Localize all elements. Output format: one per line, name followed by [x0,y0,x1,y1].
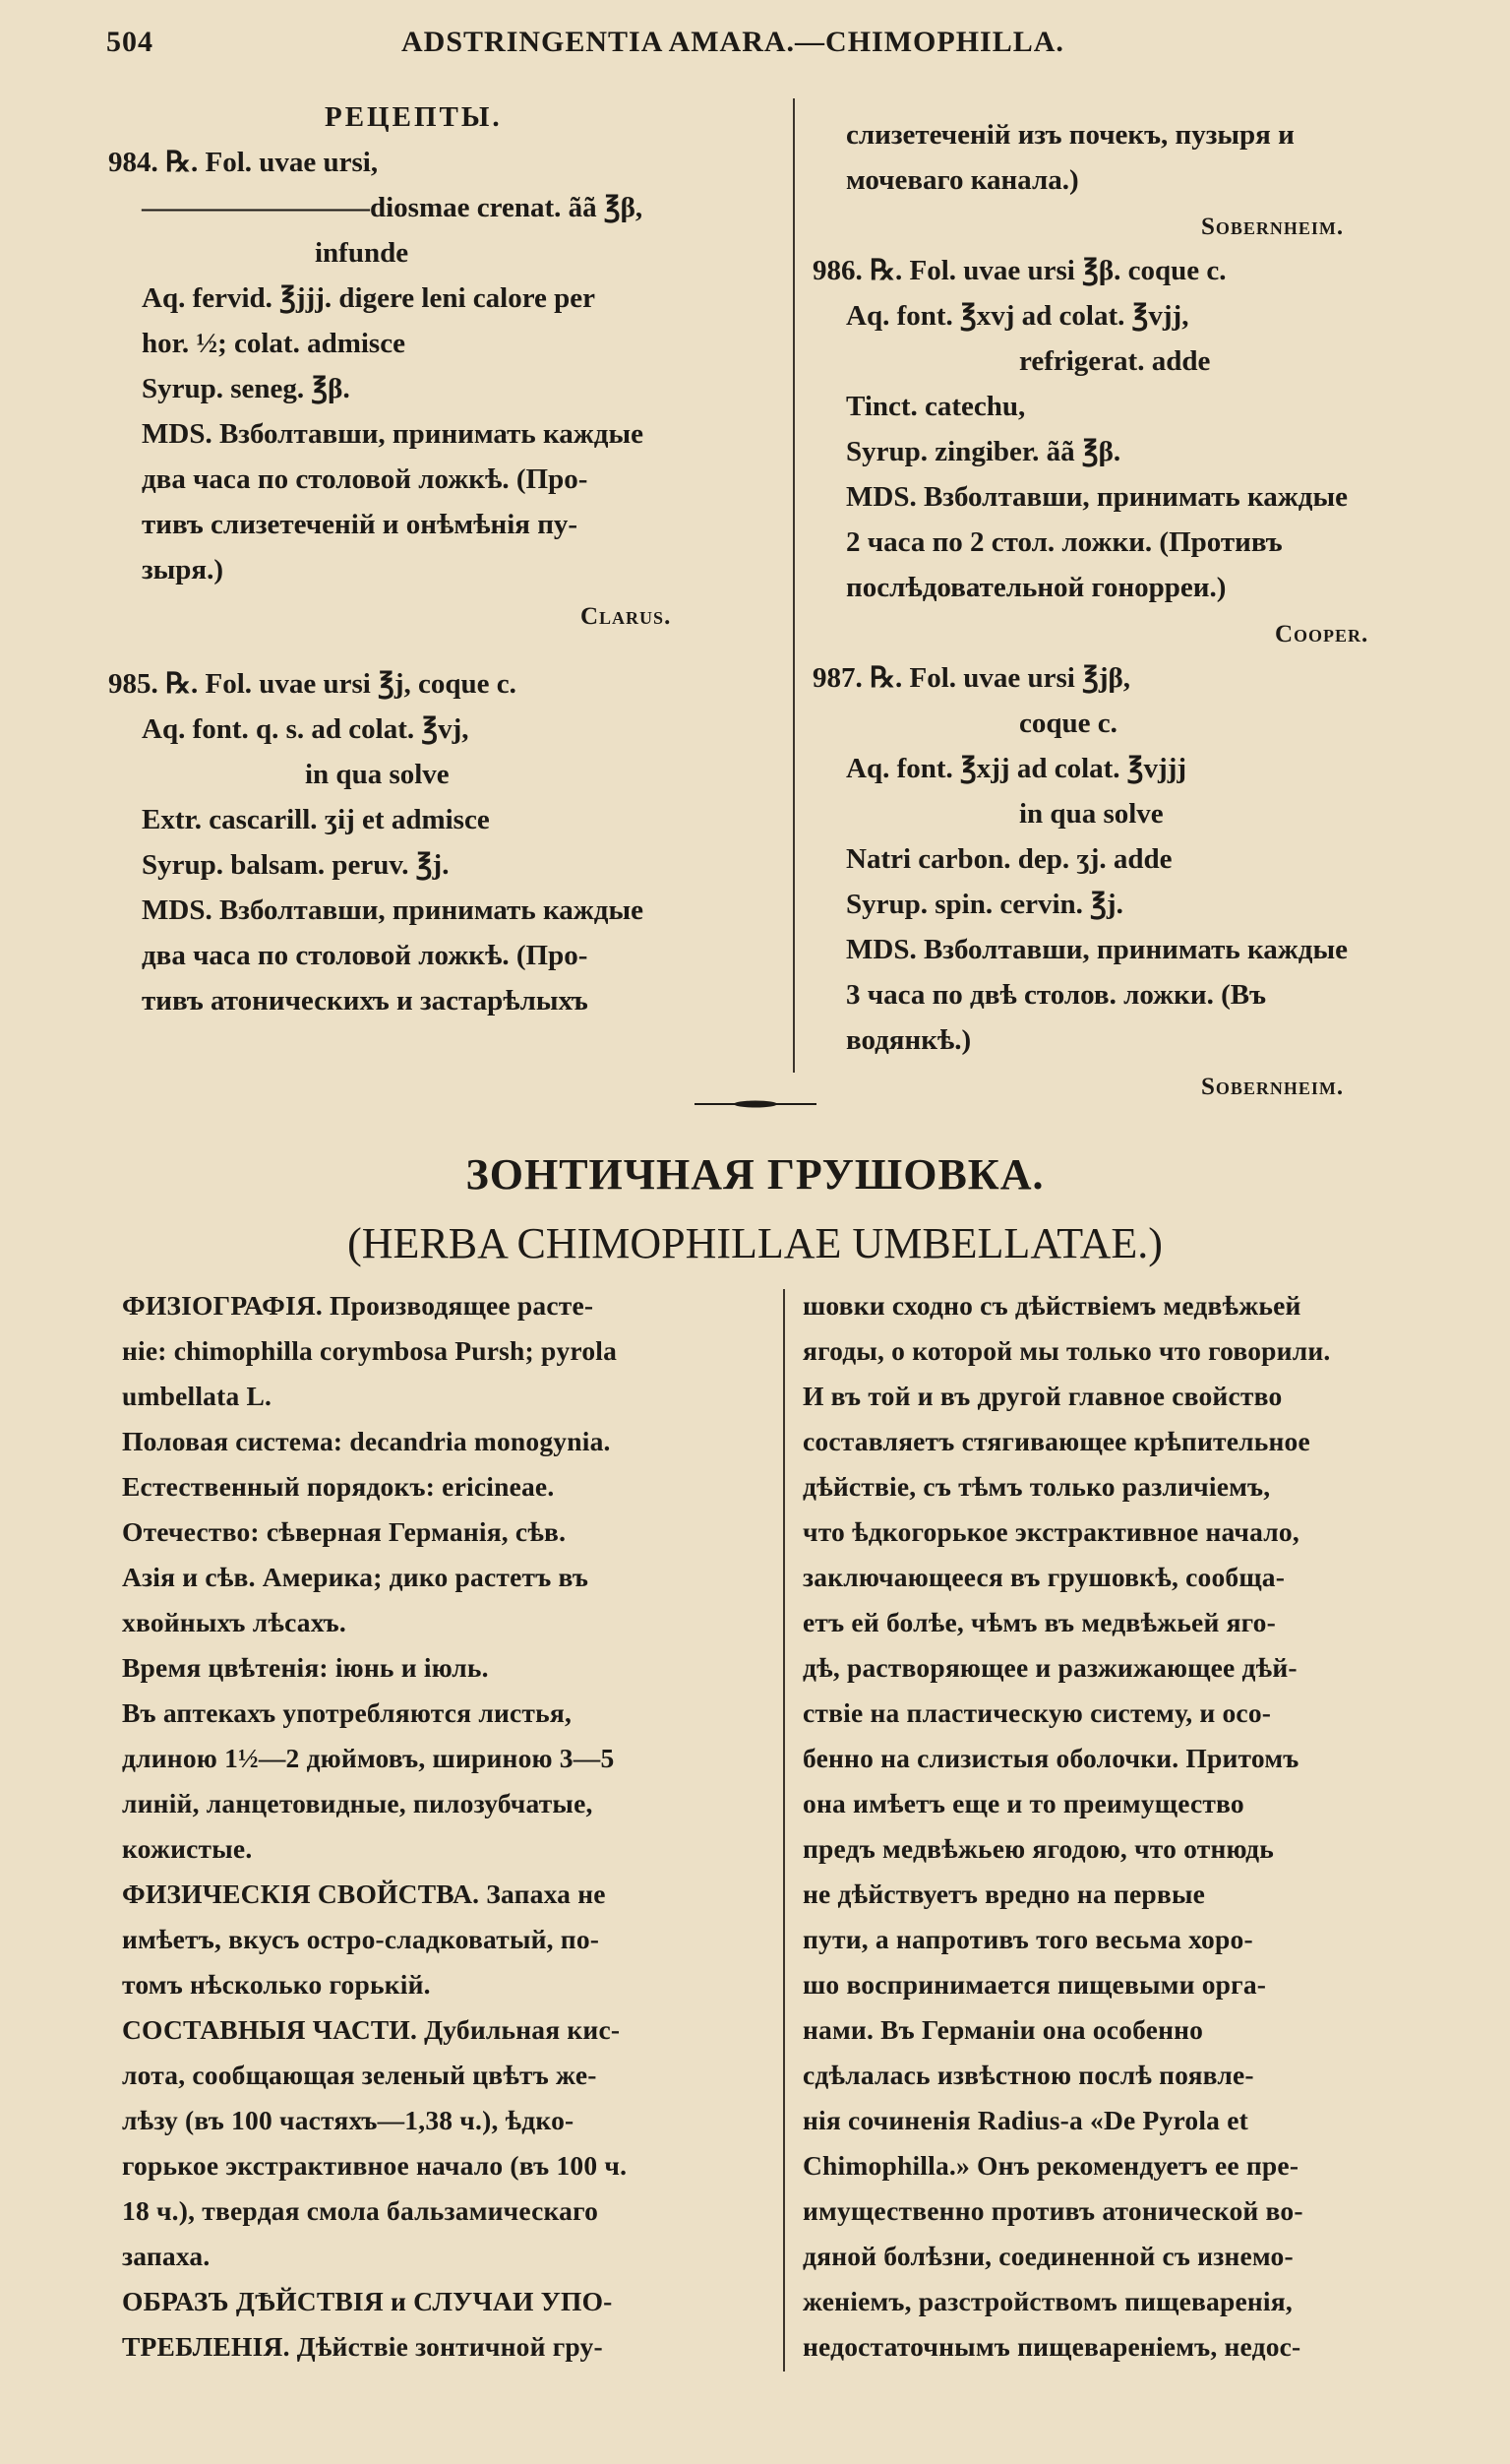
recipe-line: тивъ атоническихъ и застарѣлыхъ [142,985,588,1016]
recipes-left-column [108,94,787,1023]
text-line: ніе: chimophilla corymbosa Pursh; pyrola [122,1335,618,1366]
text-line: етъ ей болѣе, чѣмъ въ медвѣжьей яго- [803,1607,1276,1637]
recipe-line: зыря.) [142,554,224,585]
text-line: umbellata L. [122,1381,272,1411]
recipe-line: слизетеченій изъ почекъ, пузыря и [846,119,1295,151]
text-line: горькое экстрактивное начало (въ 100 ч. [122,2150,628,2181]
recipe-line: 984. ℞. Fol. uvae ursi, [108,147,379,178]
recipe-line: Aq. font. q. s. ad colat. ℥vj, [142,713,469,745]
section-separator-ornament [695,1100,816,1108]
recipe-line: 986. ℞. Fol. uvae ursi ℥β. coque c. [813,255,1227,286]
recipe-line: Extr. cascarill. ʒij et admisce [142,804,490,835]
recipe-line: два часа по столовой ложкѣ. (Про- [142,940,588,971]
text-line: пути, а напротивъ того весьма хоро- [803,1924,1253,1954]
text-line: Половая система: decandria monogynia. [122,1426,611,1456]
text-line: СОСТАВНЫЯ ЧАСТИ. Дубильная кис- [122,2014,621,2045]
recipe-line: coque c. [1019,708,1117,739]
recipe-line: MDS. Взболтавши, принимать каждые [846,934,1348,965]
recipe-line: 2 часа по 2 стол. ложки. (Противъ [846,526,1283,558]
text-line: шо воспринимается пищевыми орга- [803,1969,1267,2000]
recipes-heading: РЕЦЕПТЫ. [325,101,503,133]
text-line: Время цвѣтенія: іюнь и іюль. [122,1652,489,1683]
text-line: шовки сходно съ дѣйствіемъ медвѣжьей [803,1290,1301,1321]
text-line: длиною 1½—2 дюймовъ, шириною 3—5 [122,1743,615,1773]
recipe-line: in qua solve [1019,798,1164,830]
text-line: сдѣлалась извѣстною послѣ появле- [803,2060,1254,2090]
text-line: составляетъ стягивающее крѣпительное [803,1426,1310,1456]
recipe-line: тивъ слизетеченій и онѣмѣнія пу- [142,509,578,540]
text-line: дѣ, растворяющее и разжижающее дѣй- [803,1652,1298,1683]
recipe-signature: Clarus. [580,603,672,630]
text-line: ФИЗІОГРАФІЯ. Производящее расте- [122,1290,594,1321]
text-line: женіемъ, разстройствомъ пищеваренія, [803,2286,1293,2316]
text-line: недостаточнымъ пищевареніемъ, недос- [803,2331,1301,2362]
recipe-line: Aq. font. ℥xvj ad colat. ℥vjj, [846,300,1189,332]
text-line: имущественно противъ атонической во- [803,2195,1303,2226]
recipe-line: Natri carbon. dep. ʒj. adde [846,843,1173,875]
recipe-line: 3 часа по двѣ столов. ложки. (Въ [846,979,1266,1011]
text-line: Отечество: сѣверная Германія, сѣв. [122,1516,567,1547]
recipe-line: MDS. Взболтавши, принимать каждые [142,894,643,926]
text-line: дѣйствіе, съ тѣмъ только различіемъ, [803,1471,1271,1502]
recipe-line: Syrup. zingiber. ãã ℥β. [846,436,1121,467]
recipe-line: ————————diosmae crenat. ãã ℥β, [142,192,643,223]
text-line: Азія и сѣв. Америка; дико растетъ въ [122,1562,589,1592]
text-line: ОБРАЗЪ ДѢЙСТВІЯ и СЛУЧАИ УПО- [122,2286,613,2316]
recipe-line: мочеваго канала.) [846,164,1079,196]
text-line: она имѣетъ еще и то преимущество [803,1788,1244,1818]
recipe-line: Syrup. spin. cervin. ℥j. [846,889,1123,920]
recipe-line: 987. ℞. Fol. uvae ursi ℥jβ, [813,662,1131,694]
recipes-right-column [813,112,1481,1108]
recipe-line: Syrup. balsam. peruv. ℥j. [142,849,450,881]
text-line: линій, ланцетовидные, пилозубчатые, [122,1788,593,1818]
text-line: ягоды, о которой мы только что говорили. [803,1335,1331,1366]
column-divider-lower [783,1289,785,2372]
text-line: ФИЗИЧЕСКІЯ СВОЙСТВА. Запаха не [122,1879,606,1909]
text-line: бенно на слизистыя оболочки. Притомъ [803,1743,1299,1773]
recipe-signature: Cooper. [1275,621,1369,647]
article-right-column [803,1283,1481,2370]
text-line: дяной болѣзни, соединенной съ изнемо- [803,2241,1294,2271]
column-divider-upper [793,98,795,1073]
recipe-line: Syrup. seneg. ℥β. [142,373,350,404]
text-line: нія сочиненія Radius-а «De Pyrola et [803,2105,1248,2135]
recipe-line: послѣдовательной гонорреи.) [846,572,1227,603]
section-subtitle: (HERBA CHIMOPHILLAE UMBELLATAE.) [347,1219,1163,1267]
article-left-column [122,1283,781,2370]
recipe-line: MDS. Взболтавши, принимать каждые [142,418,643,450]
recipe-line: Aq. font. ℥xjj ad colat. ℥vjjj [846,753,1187,784]
text-line: Въ аптекахъ употребляются листья, [122,1697,573,1728]
recipe-line: два часа по столовой ложкѣ. (Про- [142,463,588,495]
running-header [106,26,1188,75]
recipe-line: hor. ½; colat. admisce [142,328,405,359]
section-title: ЗОНТИЧНАЯ ГРУШОВКА. [465,1150,1045,1199]
recipe-line: Aq. fervid. ℥jjj. digere leni calore per [142,282,596,314]
recipe-signature: Sobernheim. [1201,214,1345,240]
text-line: что ѣдкогорькое экстрактивное начало, [803,1516,1299,1547]
recipe-line: infunde [315,237,409,269]
recipe-line: refrigerat. adde [1019,345,1211,377]
text-line: предъ медвѣжьею ягодою, что отнюдь [803,1833,1274,1864]
text-line: лота, сообщающая зеленый цвѣтъ же- [122,2060,597,2090]
text-line: запаха. [122,2241,211,2271]
recipe-line: MDS. Взболтавши, принимать каждые [846,481,1348,513]
recipe-line: водянкѣ.) [846,1024,972,1056]
text-line: имѣетъ, вкусъ остро-сладковатый, по- [122,1924,600,1954]
recipe-line: 985. ℞. Fol. uvae ursi ℥j, coque c. [108,668,516,700]
text-line: ствіе на пластическую систему, и осо- [803,1697,1272,1728]
text-line: 18 ч.), твердая смола бальзамическаго [122,2195,599,2226]
text-line: ТРЕБЛЕНІЯ. Дѣйствіе зонтичной гру- [122,2331,603,2362]
text-line: Естественный порядокъ: ericineae. [122,1471,555,1502]
text-line: кожистые. [122,1833,253,1864]
recipe-line: in qua solve [305,759,450,790]
recipe-signature: Sobernheim. [1201,1074,1345,1100]
recipe-line: Tinct. catechu, [846,391,1026,422]
text-line: заключающееся въ грушовкѣ, сообща- [803,1562,1286,1592]
text-line: Chimophilla.» Онъ рекомендуетъ ее пре- [803,2150,1299,2181]
page-number: 504 [106,26,153,58]
text-line: нами. Въ Германіи она особенно [803,2014,1204,2045]
text-line: томъ нѣсколько горькій. [122,1969,431,2000]
text-line: И въ той и въ другой главное свойство [803,1381,1283,1411]
text-line: лѣзу (въ 100 частяхъ—1,38 ч.), ѣдко- [122,2105,574,2135]
text-line: не дѣйствуетъ вредно на первые [803,1879,1206,1909]
running-title: ADSTRINGENTIA AMARA.—CHIMOPHILLA. [401,26,1064,58]
text-line: хвойныхъ лѣсахъ. [122,1607,346,1637]
